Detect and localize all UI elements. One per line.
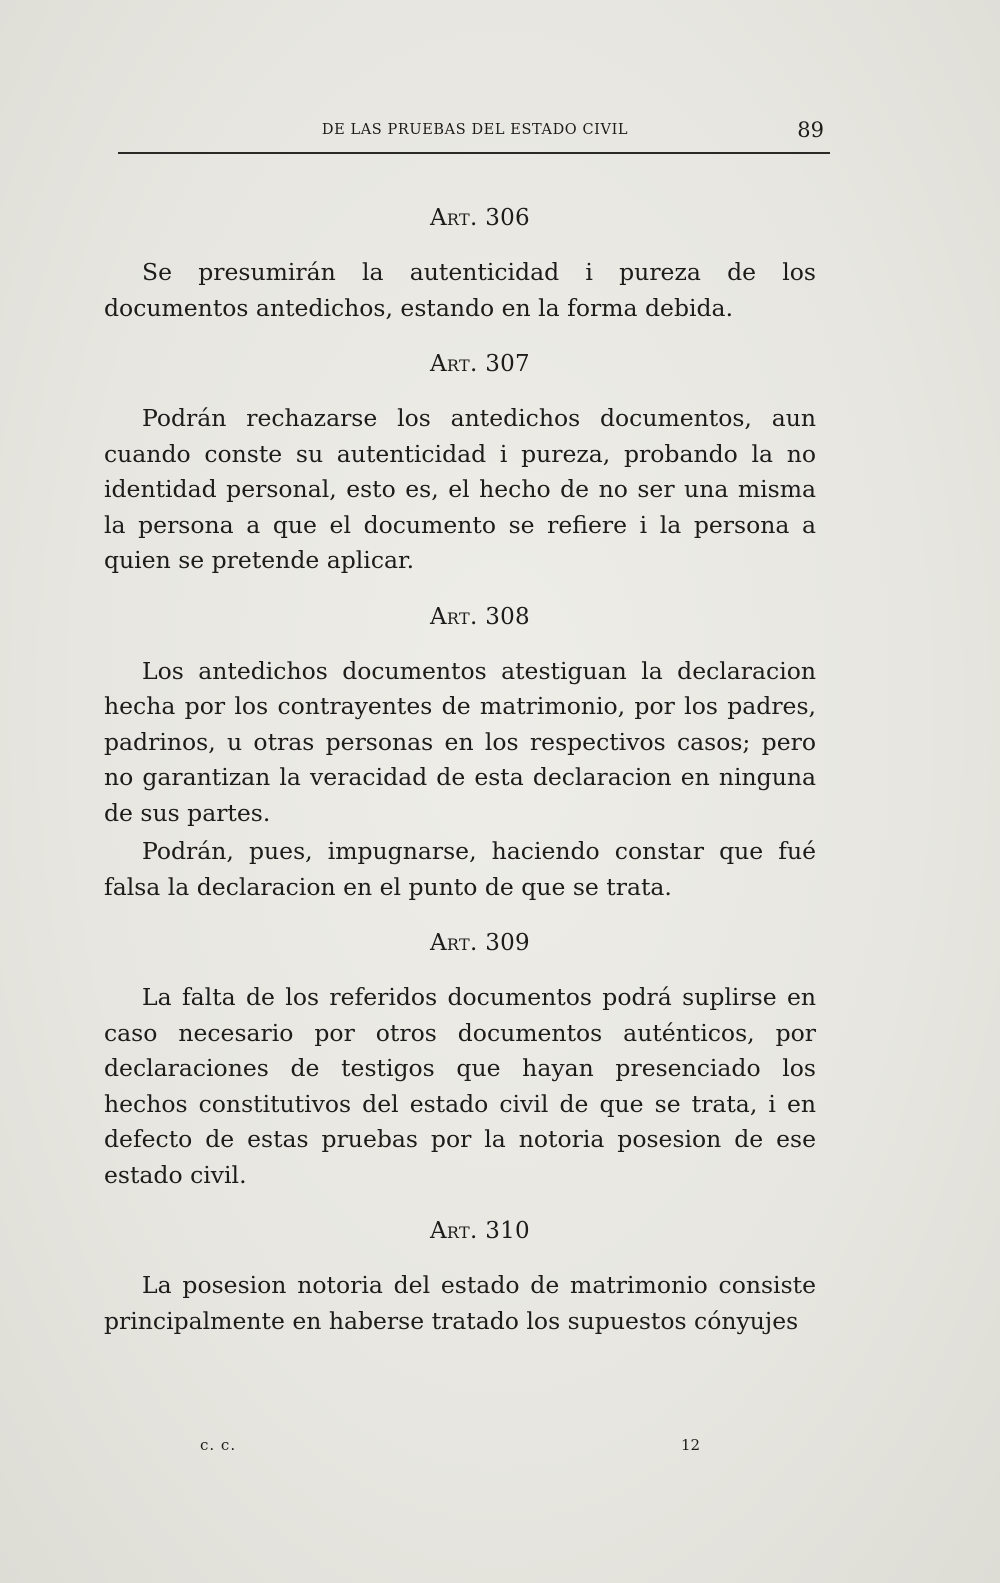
page-body [104,205,816,1342]
article-label: Art. [430,205,478,231]
article-heading [104,1218,816,1244]
sheet-number: 12 [681,1436,701,1454]
article-number: 310 [485,1218,530,1244]
article-number: 307 [485,351,530,377]
article-number: 306 [485,205,530,231]
article-heading [104,604,816,630]
article-307 [104,351,816,579]
article-306 [104,205,816,326]
page-footer [104,1432,816,1456]
article-heading [104,930,816,956]
signature-mark: c. c. [200,1436,237,1454]
article-number: 308 [485,603,530,630]
article-paragraph: Se presumirán la autenticidad i pureza de los documentos antedichos, estando en la forma debida. [104,258,816,322]
article-paragraph: Los antedichos documentos atestiguan la declaracion hecha por los contrayentes de matrimonio, por los padres, padrinos, u otras personas en los respectivos casos; pero no garantizan la veracidad de esta declaracion en ninguna de sus partes. [104,656,816,827]
article-308 [104,604,816,906]
article-310 [104,1218,816,1339]
article-heading [104,351,816,377]
article-paragraph: Podrán rechazarse los antedichos documentos, aun cuando conste su autenticidad i pureza, probando la no identidad personal, esto es, el hecho de no ser una misma la persona a que el documento se refiere i la persona a quien se pretende aplicar. [104,404,816,574]
article-309 [104,930,816,1193]
article-paragraph: La posesion notoria del estado de matrimonio consiste principalmente en haberse tratado los supuestos cónyujes [104,1271,816,1335]
header-rule [118,152,830,154]
article-heading [104,205,816,231]
article-label: Art. [430,930,478,956]
running-head [118,120,832,148]
article-label: Art. [430,1218,478,1244]
article-number: 309 [485,930,530,956]
page-number: 89 [797,118,824,142]
article-paragraph: La falta de los referidos documentos podrá suplirse en caso necesario por otros documentos auténticos, por declaraciones de testigos que hayan presenciado los hechos constitutivos del estado civil de que se trata, i en defecto de estas pruebas por la notoria posesion de ese estado civil. [104,983,816,1189]
article-label: Art. [430,603,478,630]
article-label: Art. [430,351,478,377]
running-title: DE LAS PRUEBAS DEL ESTADO CIVIL [321,122,629,138]
article-paragraph: Podrán, pues, impugnarse, haciendo constar que fué falsa la declaracion en el punto de que se trata. [104,837,816,901]
